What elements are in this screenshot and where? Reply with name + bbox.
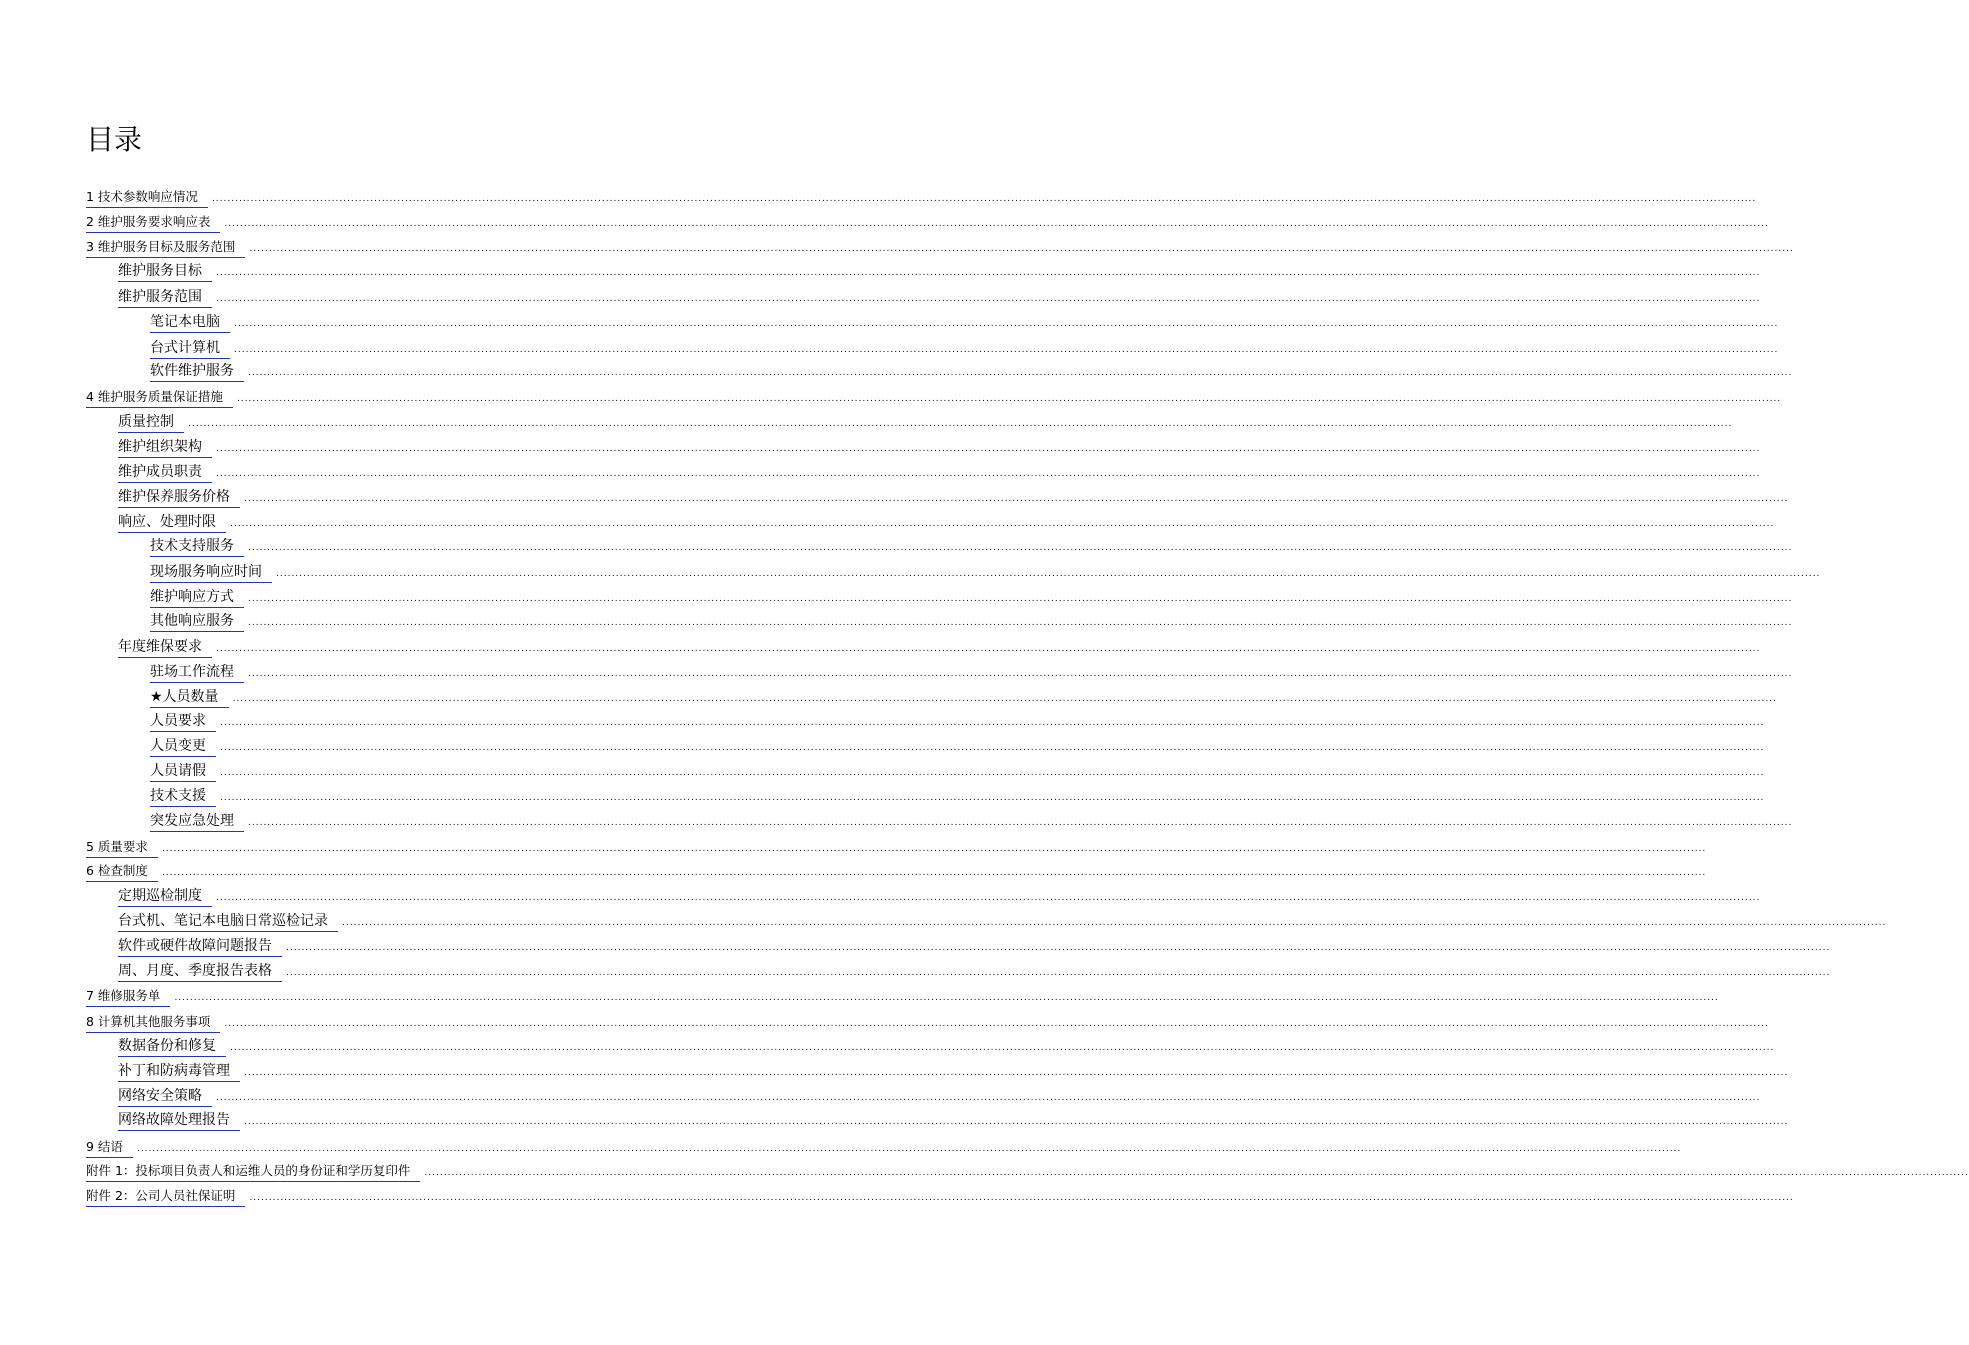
toc-dot-leader: ................................................................................................................................................................................................................................................................................................................................................................................................................ xyxy=(248,594,1793,604)
toc-entry-label[interactable]: 补丁和防病毒管理 xyxy=(118,1062,240,1082)
toc-entry-label[interactable]: 技术支持服务 xyxy=(150,537,244,557)
toc-dot-leader: ................................................................................................................................................................................................................................................................................................................................................................................................................ xyxy=(216,444,1761,454)
toc-entry-label[interactable]: 维护成员职责 xyxy=(118,463,212,483)
toc-entry[interactable] xyxy=(118,1035,1775,1057)
toc-entry[interactable] xyxy=(118,910,1887,932)
toc-dot-leader: ................................................................................................................................................................................................................................................................................................................................................................................................................ xyxy=(216,294,1761,304)
toc-entry[interactable] xyxy=(118,1060,1789,1082)
toc-entry[interactable] xyxy=(150,760,1765,782)
toc-entry[interactable] xyxy=(86,1185,1794,1207)
toc-entry[interactable] xyxy=(150,735,1765,757)
toc-entry[interactable] xyxy=(86,386,1782,408)
toc-dot-leader: ................................................................................................................................................................................................................................................................................................................................................................................................................ xyxy=(244,1117,1789,1127)
toc-dot-leader: ................................................................................................................................................................................................................................................................................................................................................................................................................ xyxy=(161,844,1707,854)
toc-dot-leader: ................................................................................................................................................................................................................................................................................................................................................................................................................ xyxy=(248,368,1793,378)
toc-entry[interactable] xyxy=(118,286,1761,308)
toc-dot-leader: ................................................................................................................................................................................................................................................................................................................................................................................................................ xyxy=(236,394,1782,404)
toc-entry-label[interactable]: 人员要求 xyxy=(150,712,216,732)
toc-dot-leader: ................................................................................................................................................................................................................................................................................................................................................................................................................ xyxy=(224,1019,1769,1029)
toc-entry[interactable] xyxy=(86,985,1719,1007)
toc-entry[interactable] xyxy=(86,1160,1969,1182)
toc-dot-leader: ................................................................................................................................................................................................................................................................................................................................................................................................................ xyxy=(248,818,1793,828)
toc-entry[interactable] xyxy=(150,686,1777,708)
toc-entry-label[interactable]: 4 维护服务质量保证措施 xyxy=(86,388,233,408)
toc-dot-leader: ................................................................................................................................................................................................................................................................................................................................................................................................................ xyxy=(286,968,1831,978)
toc-dot-leader: ................................................................................................................................................................................................................................................................................................................................................................................................................ xyxy=(248,543,1793,553)
toc-dot-leader: ................................................................................................................................................................................................................................................................................................................................................................................................................ xyxy=(424,1168,1969,1178)
toc-entry[interactable] xyxy=(150,785,1765,807)
toc-entry[interactable] xyxy=(150,311,1779,333)
toc-entry-label[interactable]: 定期巡检制度 xyxy=(118,887,212,907)
toc-entry-label[interactable]: 台式计算机 xyxy=(150,339,230,359)
toc-dot-leader: ................................................................................................................................................................................................................................................................................................................................................................................................................ xyxy=(224,219,1769,229)
toc-entry-label[interactable]: 网络安全策略 xyxy=(118,1087,212,1107)
toc-entry-label[interactable]: 软件或硬件故障问题报告 xyxy=(118,937,282,957)
toc-entry[interactable] xyxy=(86,236,1794,258)
toc-dot-leader: ................................................................................................................................................................................................................................................................................................................................................................................................................ xyxy=(216,644,1761,654)
toc-dot-leader: ................................................................................................................................................................................................................................................................................................................................................................................................................ xyxy=(286,943,1831,953)
toc-dot-leader: ................................................................................................................................................................................................................................................................................................................................................................................................................ xyxy=(136,1144,1682,1154)
toc-dot-leader: ................................................................................................................................................................................................................................................................................................................................................................................................................ xyxy=(216,268,1761,278)
toc-entry-label[interactable]: 维护响应方式 xyxy=(150,588,244,608)
toc-entry[interactable] xyxy=(118,411,1733,433)
toc-entry[interactable] xyxy=(86,836,1707,858)
toc-dot-leader: ................................................................................................................................................................................................................................................................................................................................................................................................................ xyxy=(248,669,1793,679)
toc-entry[interactable] xyxy=(118,1109,1789,1131)
toc-entry[interactable] xyxy=(118,1085,1761,1107)
toc-entry[interactable] xyxy=(118,260,1761,282)
toc-entry-label[interactable]: 笔记本电脑 xyxy=(150,313,230,333)
toc-entry-label[interactable]: 突发应急处理 xyxy=(150,812,244,832)
toc-dot-leader: ................................................................................................................................................................................................................................................................................................................................................................................................................ xyxy=(220,743,1765,753)
toc-dot-leader: ................................................................................................................................................................................................................................................................................................................................................................................................................ xyxy=(232,694,1777,704)
toc-entry-label[interactable]: 维护服务目标 xyxy=(118,262,212,282)
toc-entry-label[interactable]: 现场服务响应时间 xyxy=(150,563,272,583)
toc-entry-label[interactable]: 人员变更 xyxy=(150,737,216,757)
toc-dot-leader: ................................................................................................................................................................................................................................................................................................................................................................................................................ xyxy=(211,194,1757,204)
toc-entry-label[interactable]: 8 计算机其他服务事项 xyxy=(86,1013,220,1033)
toc-entry[interactable] xyxy=(118,885,1761,907)
toc-dot-leader: ................................................................................................................................................................................................................................................................................................................................................................................................................ xyxy=(234,319,1779,329)
toc-dot-leader: ................................................................................................................................................................................................................................................................................................................................................................................................................ xyxy=(230,519,1775,529)
toc-dot-leader: ................................................................................................................................................................................................................................................................................................................................................................................................................ xyxy=(174,993,1719,1003)
toc-entry-label[interactable]: 周、月度、季度报告表格 xyxy=(118,962,282,982)
toc-entry-label[interactable]: 技术支援 xyxy=(150,787,216,807)
toc-entry-label[interactable]: 1 技术参数响应情况 xyxy=(86,188,208,208)
toc-entry[interactable] xyxy=(86,1011,1769,1033)
toc-dot-leader: ................................................................................................................................................................................................................................................................................................................................................................................................................ xyxy=(161,868,1707,878)
toc-entry[interactable] xyxy=(150,535,1793,557)
toc-entry-label[interactable]: 软件维护服务 xyxy=(150,362,244,382)
toc-dot-leader: ................................................................................................................................................................................................................................................................................................................................................................................................................ xyxy=(220,718,1765,728)
toc-entry[interactable] xyxy=(118,960,1831,982)
toc-dot-leader: ................................................................................................................................................................................................................................................................................................................................................................................................................ xyxy=(244,1068,1789,1078)
toc-entry-label[interactable]: 驻场工作流程 xyxy=(150,663,244,683)
toc-entry-label[interactable]: 响应、处理时限 xyxy=(118,513,226,533)
toc-entry[interactable] xyxy=(150,810,1793,832)
toc-entry[interactable] xyxy=(86,860,1707,882)
toc-dot-leader: ................................................................................................................................................................................................................................................................................................................................................................................................................ xyxy=(276,569,1821,579)
toc-dot-leader: ................................................................................................................................................................................................................................................................................................................................................................................................................ xyxy=(342,918,1887,928)
toc-entry[interactable] xyxy=(150,610,1793,632)
toc-entry[interactable] xyxy=(118,511,1775,533)
toc-entry[interactable] xyxy=(118,486,1789,508)
toc-entry-label[interactable]: 台式机、笔记本电脑日常巡检记录 xyxy=(118,912,338,932)
toc-entry-label[interactable]: 3 维护服务目标及服务范围 xyxy=(86,238,245,258)
toc-entry-label[interactable]: 附件 1：投标项目负责人和运维人员的身份证和学历复印件 xyxy=(86,1162,420,1182)
toc-dot-leader: ................................................................................................................................................................................................................................................................................................................................................................................................................ xyxy=(234,345,1779,355)
toc-dot-leader: ................................................................................................................................................................................................................................................................................................................................................................................................................ xyxy=(244,494,1789,504)
toc-entry-label[interactable]: 维护保养服务价格 xyxy=(118,488,240,508)
toc-entry[interactable] xyxy=(118,935,1831,957)
toc-entry-label[interactable]: 年度维保要求 xyxy=(118,638,212,658)
toc-entry-label[interactable]: 附件 2：公司人员社保证明 xyxy=(86,1187,245,1207)
toc-entry-label[interactable]: 质量控制 xyxy=(118,413,184,433)
toc-dot-leader: ................................................................................................................................................................................................................................................................................................................................................................................................................ xyxy=(220,793,1765,803)
page-title: 目录 xyxy=(86,123,143,156)
toc-entry[interactable] xyxy=(118,636,1761,658)
toc-dot-leader: ................................................................................................................................................................................................................................................................................................................................................................................................................ xyxy=(249,1193,1794,1203)
toc-dot-leader: ................................................................................................................................................................................................................................................................................................................................................................................................................ xyxy=(216,1093,1761,1103)
toc-entry[interactable] xyxy=(150,561,1821,583)
toc-entry-label[interactable]: 5 质量要求 xyxy=(86,838,158,858)
toc-dot-leader: ................................................................................................................................................................................................................................................................................................................................................................................................................ xyxy=(249,244,1794,254)
toc-dot-leader: ................................................................................................................................................................................................................................................................................................................................................................................................................ xyxy=(248,618,1793,628)
toc-entry-label[interactable]: 维护服务范围 xyxy=(118,288,212,308)
toc-entry[interactable] xyxy=(150,586,1793,608)
toc-entry-label[interactable]: ★人员数量 xyxy=(150,688,229,708)
toc-entry[interactable] xyxy=(150,661,1793,683)
toc-entry[interactable] xyxy=(86,186,1757,208)
toc-entry[interactable] xyxy=(150,710,1765,732)
toc-dot-leader: ................................................................................................................................................................................................................................................................................................................................................................................................................ xyxy=(216,893,1761,903)
toc-entry-label[interactable]: 2 维护服务要求响应表 xyxy=(86,213,220,233)
toc-dot-leader: ................................................................................................................................................................................................................................................................................................................................................................................................................ xyxy=(188,419,1733,429)
toc-entry[interactable] xyxy=(118,461,1761,483)
toc-entry[interactable] xyxy=(150,360,1793,382)
toc-dot-leader: ................................................................................................................................................................................................................................................................................................................................................................................................................ xyxy=(220,768,1765,778)
toc-entry-label[interactable]: 6 检查制度 xyxy=(86,862,158,882)
toc-entry[interactable] xyxy=(118,436,1761,458)
toc-entry[interactable] xyxy=(86,1136,1682,1158)
toc-entry[interactable] xyxy=(150,337,1779,359)
toc-dot-leader: ................................................................................................................................................................................................................................................................................................................................................................................................................ xyxy=(216,469,1761,479)
toc-entry-label[interactable]: 7 维修服务单 xyxy=(86,987,170,1007)
toc-entry-label[interactable]: 人员请假 xyxy=(150,762,216,782)
toc-entry-label[interactable]: 网络故障处理报告 xyxy=(118,1111,240,1131)
toc-entry-label[interactable]: 数据备份和修复 xyxy=(118,1037,226,1057)
toc-entry[interactable] xyxy=(86,211,1769,233)
toc-entry-label[interactable]: 其他响应服务 xyxy=(150,612,244,632)
toc-entry-label[interactable]: 维护组织架构 xyxy=(118,438,212,458)
toc-dot-leader: ................................................................................................................................................................................................................................................................................................................................................................................................................ xyxy=(230,1043,1775,1053)
toc-entry-label[interactable]: 9 结语 xyxy=(86,1138,133,1158)
